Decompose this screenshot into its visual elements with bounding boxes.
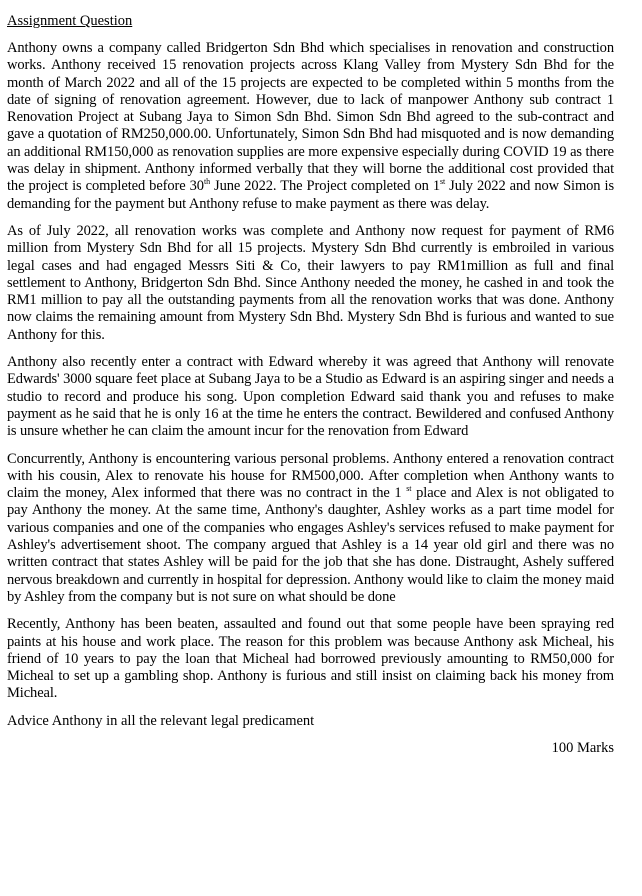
paragraph-text: Recently, Anthony has been beaten, assaulted and found out that some people have been spraying red paints at his house and work place. The reason for this problem was because Anthony ask Micheal, his friend of 10 years to pay the loan that Micheal had borrowed previously amounting to RM50,000 for Micheal to set up a gambling shop. Anthony is furious and still insist on claiming back his money from Micheal.	[7, 616, 614, 702]
question-paragraph	[7, 223, 614, 344]
advice-instruction: Advice Anthony in all the relevant legal predicament	[7, 712, 315, 729]
ordinal-suffix: th	[203, 177, 210, 187]
paragraph-text: July 2022 and now Simon is demanding for the payment but Anthony refuse to make payment as there was delay.	[7, 178, 614, 212]
paragraph-text: Anthony also recently enter a contract with Edward whereby it was agreed that Anthony will renovate Edwards' 3000 square feet place at Subang Jaya to be a Studio as Edward is an aspiring singer and needs a studio to record and produce his song. Upon completion Edward said thank you and refuses to make payment as he said that he is only 16 at the time he enters the contract. Bewildered and confused Anthony is unsure whether he can claim the amount incur for the renovation from Edward	[7, 354, 614, 440]
paragraph-text: Concurrently, Anthony is encountering various personal problems. Anthony entered a renovation contract with his cousin, Alex to renovate his house for RM500,000. After completion when Anthony wants to claim the money, Alex informed that there was no contract in the 1	[7, 450, 614, 502]
paragraph-text: June 2022. The Project completed on 1	[209, 178, 440, 195]
ordinal-suffix: st	[406, 484, 412, 494]
question-paragraph	[7, 451, 614, 607]
assignment-heading: Assignment Question	[7, 13, 133, 29]
question-body	[7, 40, 614, 703]
ordinal-suffix: st	[439, 177, 446, 187]
assignment-document	[7, 13, 614, 757]
question-paragraph	[7, 40, 614, 213]
paragraph-text: Anthony owns a company called Bridgerton Sdn Bhd which specialises in renovation and construction works. Anthony received 15 renovation projects across Klang Valley from Mystery Sdn Bhd for the month of March 2022 and all of the 15 projects are expected to be completed within 5 months from the date of signing of renovation agreement. However, due to lack of manpower Anthony sub contract 1 Renovation Project at Subang Jaya to Simon Sdn Bhd. Simon Sdn Bhd agreed to the sub-contract and gave a quotation of RM250,000.00. Unfortunately, Simon Sdn Bhd had misquoted and is now demanding an additional RM150,000 as renovation supplies are more expensive especially during COVID 19 as there was delay in shipment. Anthony informed verbally that they will borne the additional cost provided that the project is completed before 30	[7, 40, 614, 195]
question-paragraph	[7, 354, 614, 440]
paragraph-text: place and Alex is not obligated to pay Anthony the money. At the same time, Anthony's daughter, Ashley works as a part time model for various companies and one of the companies who engages Ashley's services refused to make payment for Ashley's advertisement shoot. The company argued that Ashley is a 14 year old girl and there was no written contract that states Ashley will be paid for the job that she has done. Distraught, Ashely suffered nervous breakdown and currently in hospital for depression. Anthony would like to claim the money maid by Ashley from the company but is not sure on what should be done	[7, 485, 615, 605]
marks-label: 100 Marks	[551, 739, 614, 756]
paragraph-text: As of July 2022, all renovation works was complete and Anthony now request for payment of RM6 million from Mystery Sdn Bhd for all 15 projects. Mystery Sdn Bhd currently is embroiled in various legal cases and had engaged Messrs Siti & Co, their lawyers to pay RM1million as full and final settlement to Anthony, Bridgerton Sdn Bhd. Since Anthony needed the money, he cashed in and took the RM1 million to pay all the outstanding payments from all the renovation works that was done. Anthony now claims the remaining amount from Mystery Sdn Bhd. Mystery Sdn Bhd is furious and wanted to sue Anthony for this.	[7, 222, 614, 343]
question-paragraph	[7, 616, 614, 702]
